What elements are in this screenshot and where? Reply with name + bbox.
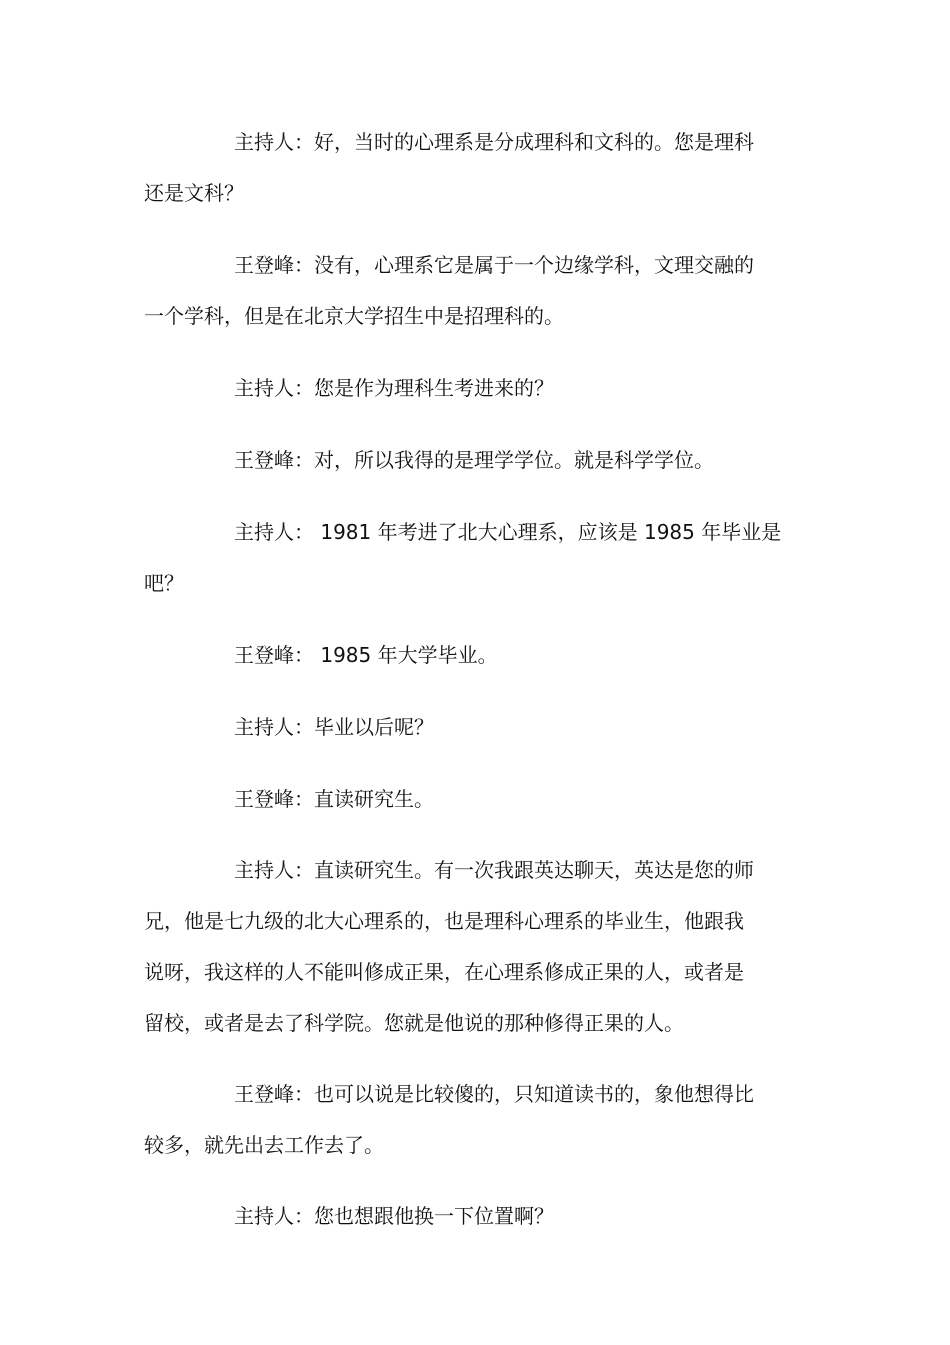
paragraph-11-line-1: 主持人：您也想跟他换一下位置啊？ [234,1204,554,1228]
paragraph-6-line-1: 王登峰： 1985 年大学毕业。 [234,643,498,667]
paragraph-9-line-1: 主持人：直读研究生。有一次我跟英达聊天，英达是您的师 [234,858,754,882]
paragraph-10-line-1: 王登峰：也可以说是比较傻的，只知道读书的，象他想得比 [234,1082,754,1106]
paragraph-2-line-1: 王登峰：没有，心理系它是属于一个边缘学科，文理交融的 [234,253,754,277]
paragraph-3-line-1: 主持人：您是作为理科生考进来的？ [234,376,554,400]
paragraph-9-line-3: 说呀，我这样的人不能叫修成正果，在心理系修成正果的人，或者是 [144,960,744,984]
paragraph-5-line-2: 吧？ [144,571,184,595]
paragraph-9-line-4: 留校，或者是去了科学院。您就是他说的那种修得正果的人。 [144,1011,684,1035]
paragraph-1-line-1: 主持人：好，当时的心理系是分成理科和文科的。您是理科 [234,130,754,154]
paragraph-7-line-1: 主持人：毕业以后呢？ [234,715,434,739]
paragraph-10-line-2: 较多，就先出去工作去了。 [144,1133,384,1157]
paragraph-8-line-1: 王登峰：直读研究生。 [234,787,434,811]
paragraph-5-line-1: 主持人： 1981 年考进了北大心理系，应该是 1985 年毕业是 [234,520,782,544]
paragraph-2-line-2: 一个学科，但是在北京大学招生中是招理科的。 [144,304,564,328]
paragraph-4-line-1: 王登峰：对，所以我得的是理学学位。就是科学学位。 [234,448,714,472]
paragraph-1-line-2: 还是文科？ [144,181,244,205]
paragraph-9-line-2: 兄，他是七九级的北大心理系的，也是理科心理系的毕业生，他跟我 [144,909,744,933]
